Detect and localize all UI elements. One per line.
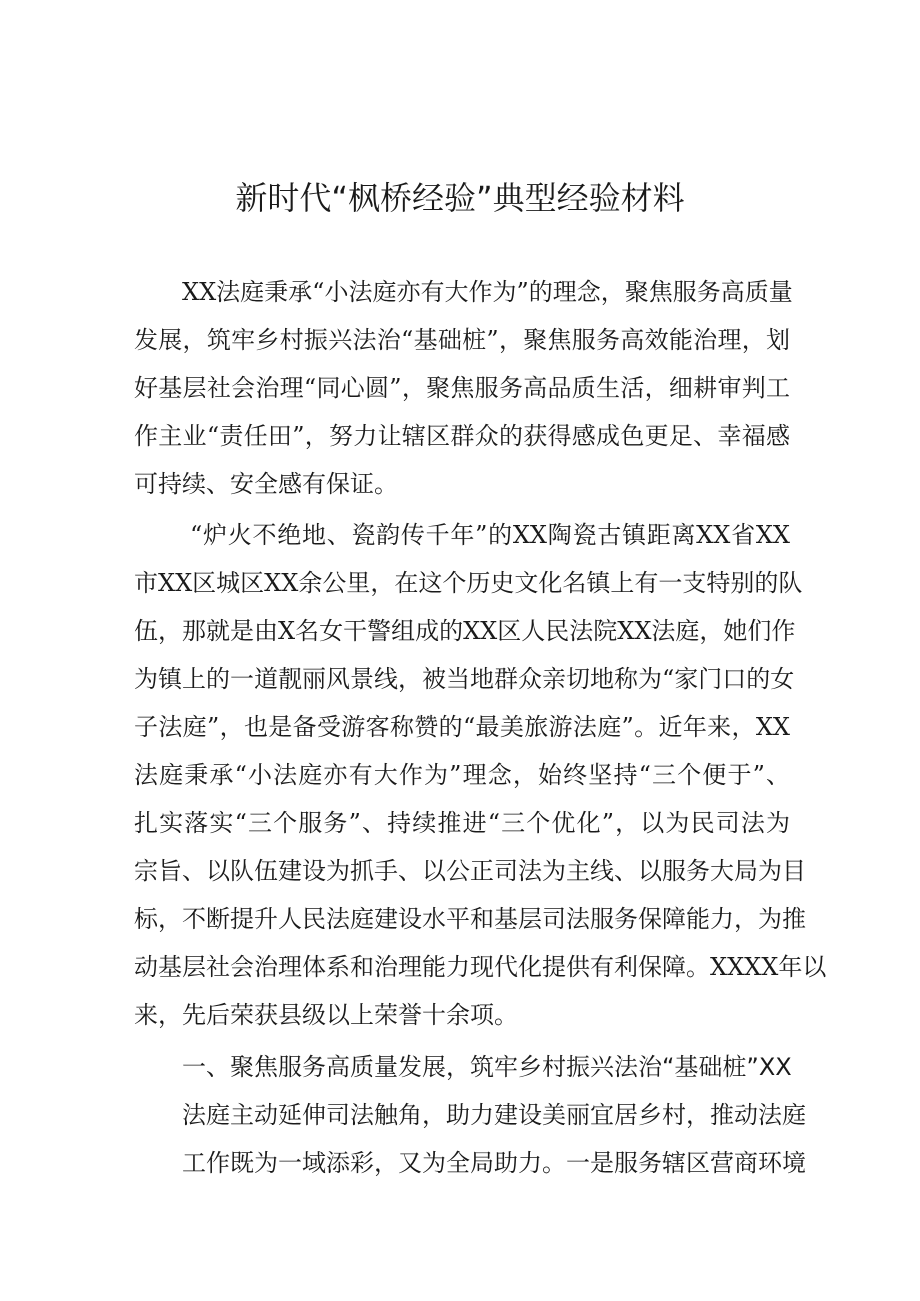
paragraph-line: 好基层社会治理“同心圆”，聚焦服务高品质生活，细耕审判工 xyxy=(134,374,790,402)
paragraph-line: 发展，筑牢乡村振兴法治“基础桩”，聚焦服务高效能治理，划 xyxy=(134,326,790,354)
section-heading: 一、聚焦服务高质量发展，筑牢乡村振兴法治“基础桩”XX xyxy=(182,1053,792,1081)
document-title: 新时代“枫桥经验”典型经验材料 xyxy=(235,179,685,217)
paragraph-line: 动基层社会治理体系和治理能力现代化提供有利保障。XXXX年以 xyxy=(134,953,827,981)
paragraph-line: 扎实落实“三个服务”、持续推进“三个优化”，以为民司法为 xyxy=(134,809,790,837)
paragraph-line: “炉火不绝地、瓷韵传千年”的XX陶瓷古镇距离XX省XX xyxy=(190,521,790,549)
paragraph-line: 标，不断提升人民法庭建设水平和基层司法服务保障能力，为推 xyxy=(134,905,806,933)
paragraph-line: 宗旨、以队伍建设为抓手、以公正司法为主线、以服务大局为目 xyxy=(134,857,806,885)
paragraph-line: 伍，那就是由X名女干警组成的XX区人民法院XX法庭，她们作 xyxy=(134,617,796,645)
paragraph-line: 法庭主动延伸司法触角，助力建设美丽宜居乡村，推动法庭 xyxy=(182,1101,806,1129)
paragraph-line: 子法庭”，也是备受游客称赞的“最美旅游法庭”。近年来，XX xyxy=(134,713,790,741)
paragraph-line: 法庭秉承“小法庭亦有大作为”理念，始终坚持“三个便于”、 xyxy=(134,761,790,789)
paragraph-line: 可持续、安全感有保证。 xyxy=(134,470,398,498)
paragraph-line: XX法庭秉承“小法庭亦有大作为”的理念，聚焦服务高质量 xyxy=(182,278,793,306)
paragraph-line: 来，先后荣获县级以上荣誉十余项。 xyxy=(134,1001,518,1029)
paragraph-line: 为镇上的一道靓丽风景线，被当地群众亲切地称为“家门口的女 xyxy=(134,665,795,693)
paragraph-line: 作主业“责任田”，努力让辖区群众的获得感成色更足、幸福感 xyxy=(134,422,790,450)
paragraph-line: 市XX区城区XX余公里，在这个历史文化名镇上有一支特别的队 xyxy=(134,569,803,597)
paragraph-line: 工作既为一域添彩，又为全局助力。一是服务辖区营商环境 xyxy=(182,1149,806,1177)
